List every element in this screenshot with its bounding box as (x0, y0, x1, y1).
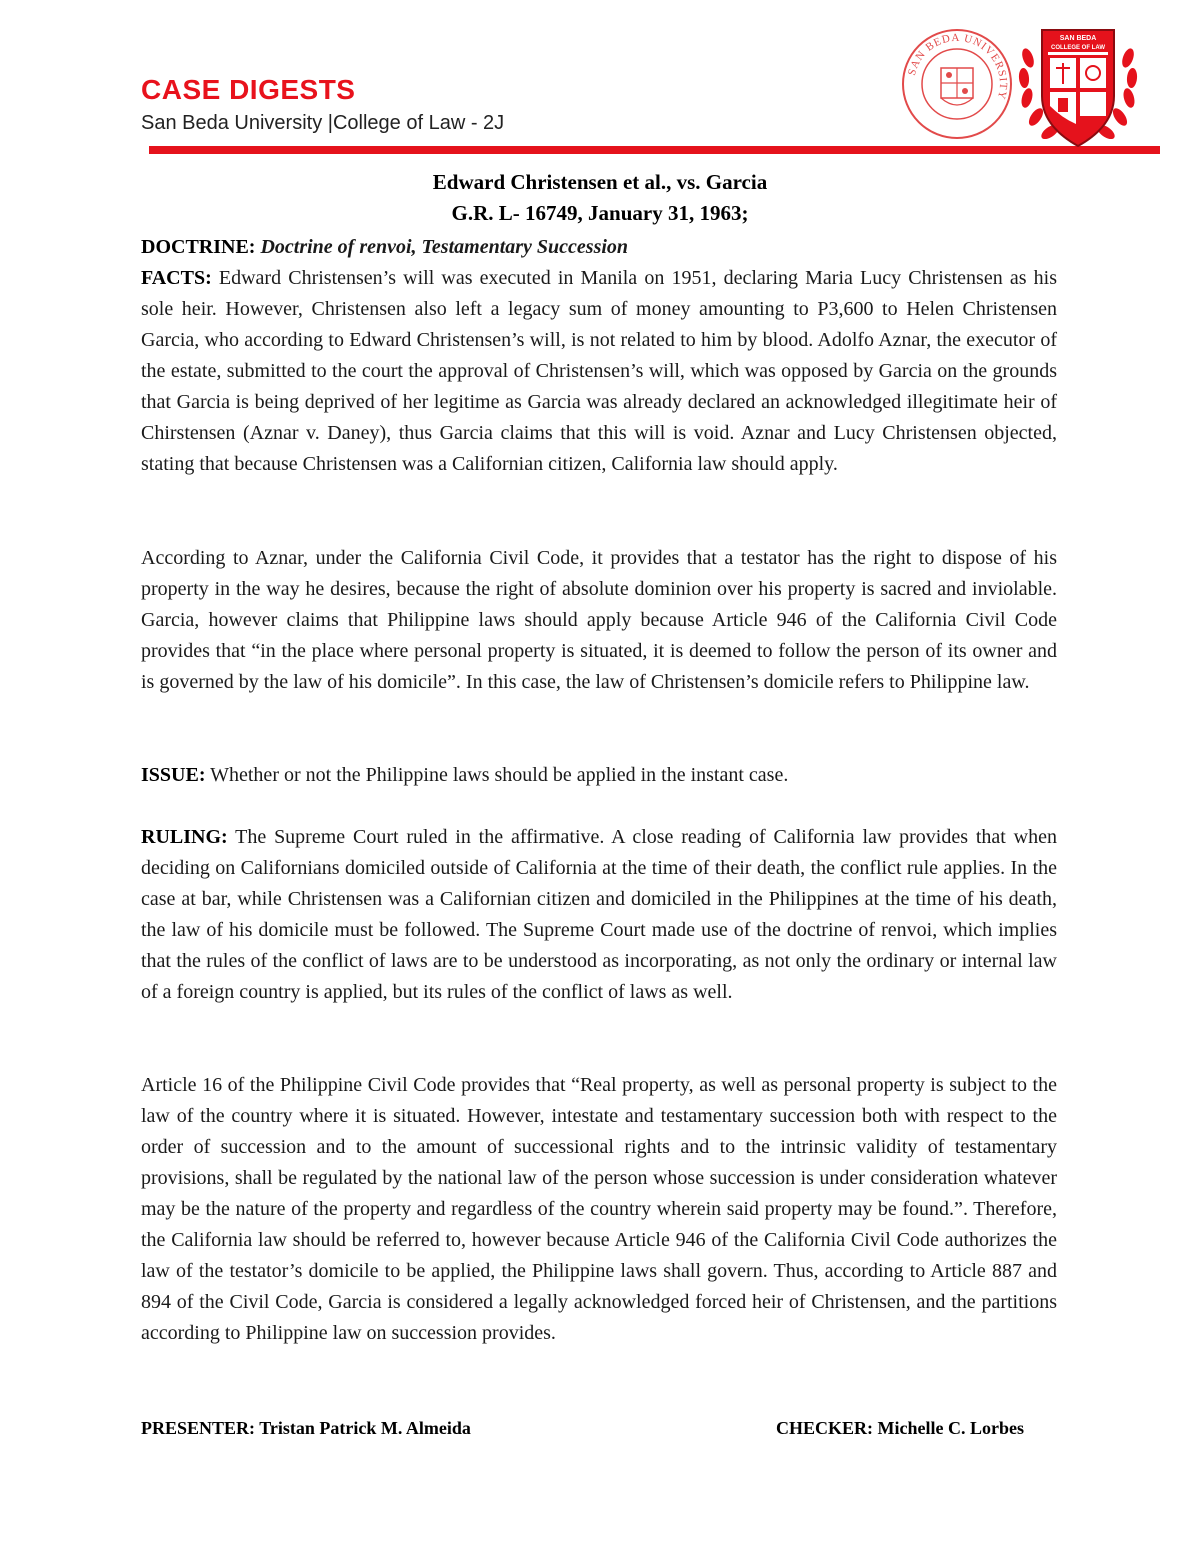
facts-label: FACTS: (141, 267, 212, 289)
presenter-name: PRESENTER: Tristan Patrick M. Almeida (141, 1418, 471, 1438)
crest-subtitle-text: COLLEGE OF LAW (1051, 45, 1105, 51)
facts-paragraph-2: According to Aznar, under the California Civil Code, it provides that a testator has the right to dispose of his property in the way he desires, because the right of absolute dominion over his property is sacred and inviolable. Garcia, however claims that Philippine laws should apply because Article 946 of the California Civil Code provides that “in the place where personal property is situated, it is deemed to follow the person of its owner and is governed by the law of his domicile”. In this case, the law of Christensen’s domicile refers to Philippine law. (141, 547, 1057, 693)
issue-text: Whether or not the Philippine laws should be applied in the instant case. (210, 764, 789, 786)
issue-section (141, 760, 1057, 791)
ruling-paragraph-2-block (141, 1070, 1057, 1349)
university-seal-logo (901, 28, 1013, 140)
case-citation: G.R. L- 16749, January 31, 1963; (451, 201, 749, 225)
document-subtitle: San Beda University |College of Law - 2J (141, 112, 505, 134)
ruling-section (141, 822, 1057, 1008)
doctrine-label: DOCTRINE: (141, 236, 256, 258)
facts-section (141, 232, 1057, 480)
crest-title-text: SAN BEDA (1059, 35, 1097, 42)
checker-name: CHECKER: Michelle C. Lorbes (776, 1418, 1024, 1438)
doctrine-value: Doctrine of renvoi, Testamentary Succession (260, 236, 629, 258)
college-crest-logo (1014, 18, 1142, 153)
facts-paragraph-1: Edward Christensen’s will was executed in Manila on 1951, declaring Maria Lucy Christensen as his sole heir. However, Christensen also left a legacy sum of money amounting to P3,600 to Helen Christensen Garcia, who according to Edward Christensen’s will, is not related to him by blood. Adolfo Aznar, the executor of the estate, submitted to the court the approval of Christensen’s will, which was opposed by Garcia on the grounds that Garcia is being deprived of her legitime as Garcia was already declared an acknowledged illegitimate heir of Chirstensen (Aznar v. Daney), thus Garcia claims that this will is void. Aznar and Lucy Christensen objected, stating that because Christensen was a Californian citizen, California law should apply. (141, 267, 1057, 475)
header-divider (149, 146, 1160, 154)
case-title: Edward Christensen et al., vs. Garcia (432, 170, 768, 194)
ruling-paragraph-2: Article 16 of the Philippine Civil Code provides that “Real property, as well as personal property is subject to the law of the country where it is situated. However, intestate and testamentary succession both with respect to the order of succession and to the amount of successional rights and to the intrinsic validity of testamentary provisions, shall be regulated by the national law of the person whose succession is under consideration whatever may be the nature of the property and regardless of the country wherein said property may be found.”. Therefore, the California law should be referred to, however because Article 946 of the California Civil Code authorizes the law of the testator’s domicile to be applied, the Philippine laws shall govern. Thus, according to Article 887 and 894 of the Civil Code, Garcia is considered a legally acknowledged forced heir of Christensen, and the partitions according to Philippine law on succession provides. (141, 1074, 1057, 1344)
document-title: CASE DIGESTS (141, 74, 356, 105)
issue-label: ISSUE: (141, 764, 206, 786)
ruling-label: RULING: (141, 826, 228, 848)
ruling-paragraph-1: The Supreme Court ruled in the affirmative. A close reading of California law provides that when deciding on Californians domiciled outside of California at the time of their death, the conflict rule applies. In the case at bar, while Christensen was a Californian citizen and domiciled in the Philippines at the time of his death, the law of his domicile must be followed. The Supreme Court made use of the doctrine of renvoi, which implies that the rules of the conflict of laws are to be understood as incorporating, as not only the ordinary or internal law of a foreign country is applied, but its rules of the conflict of laws as well. (141, 826, 1057, 1003)
seal-ring-text: SAN BEDA UNIVERSITY (905, 31, 1010, 102)
facts-paragraph-2-block (141, 543, 1057, 698)
